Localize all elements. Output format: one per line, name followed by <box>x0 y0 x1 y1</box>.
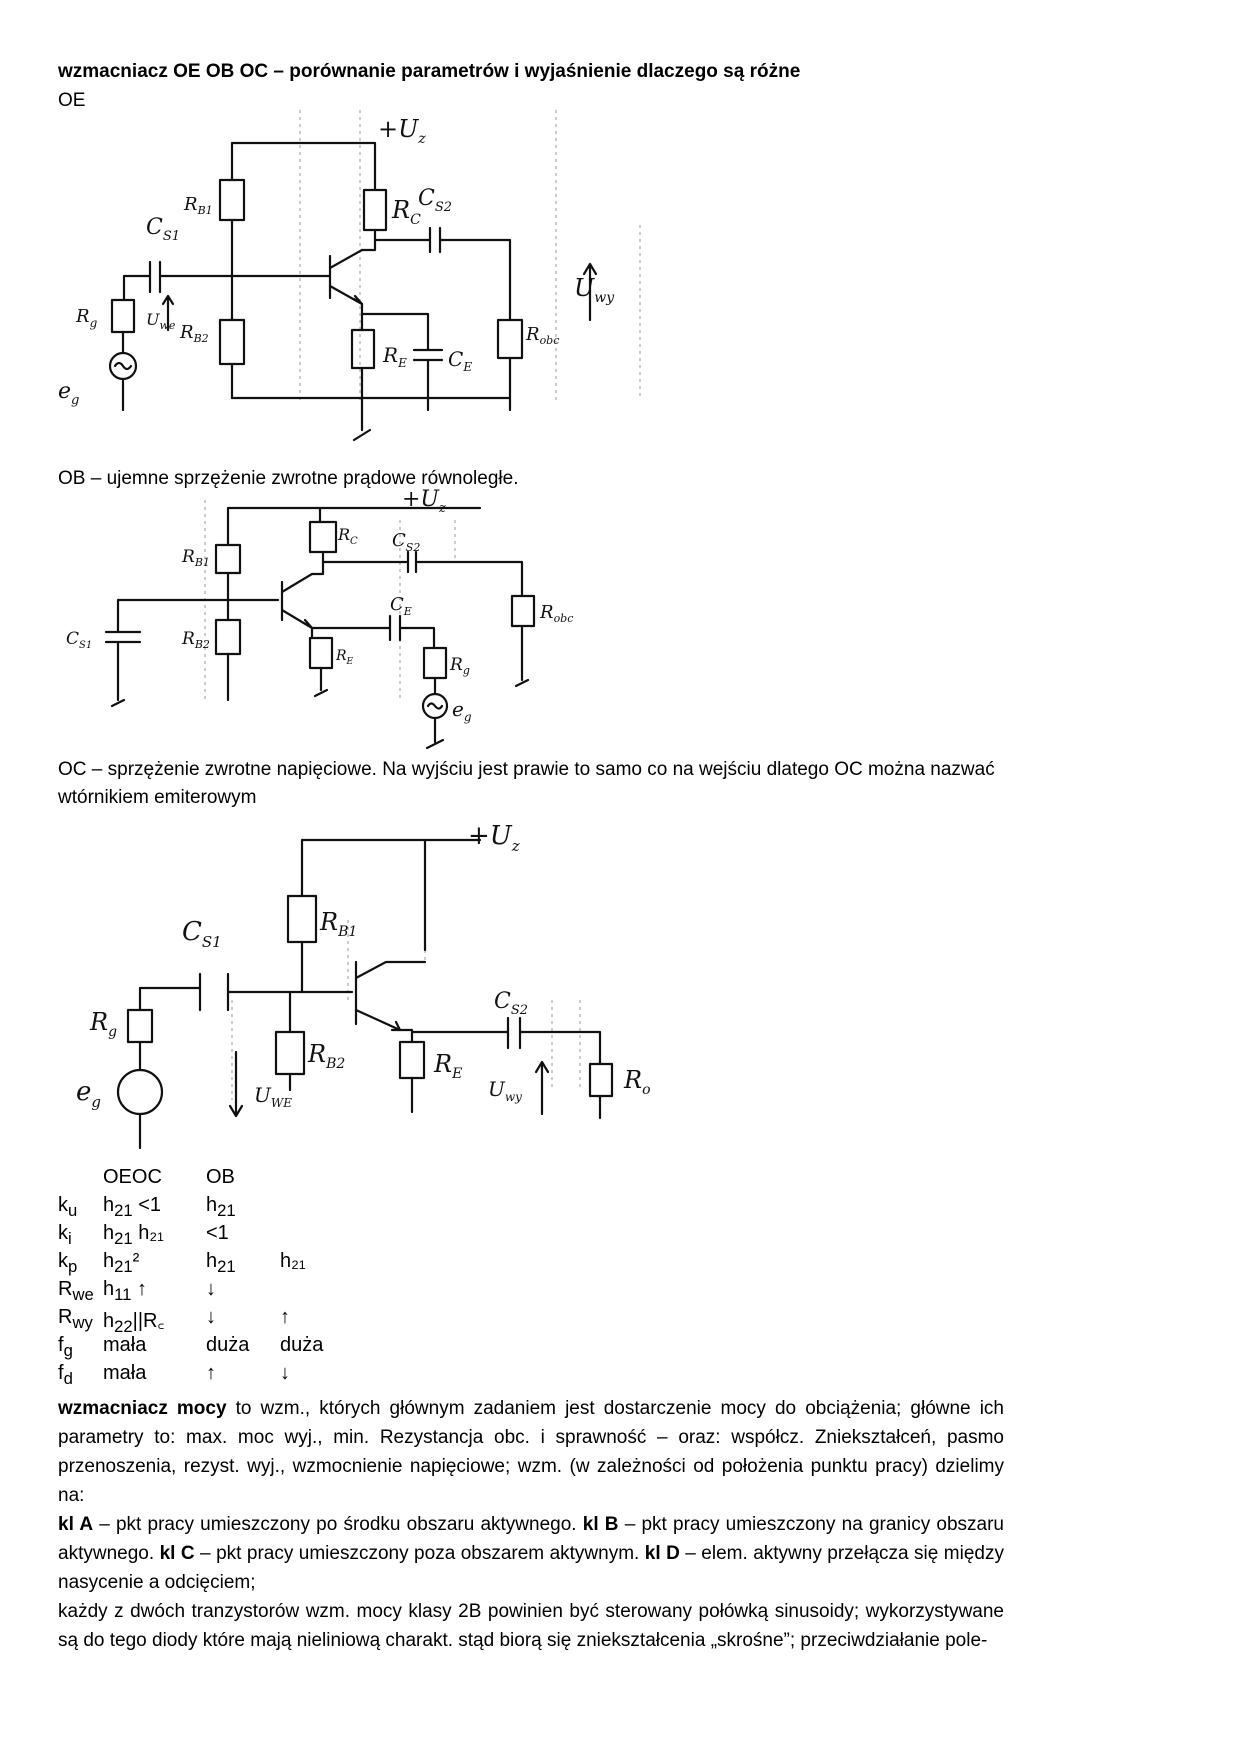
oc-rg-label: $R_g$ <box>90 1008 118 1040</box>
page-title: wzmacniacz OE OB OC – porównanie parametrów i wyjaśnienie dlaczego są różne <box>58 61 801 82</box>
oe-cs1-label: $C_{S1}$ <box>146 215 181 244</box>
oc-cs1-label: $C_{S1}$ <box>182 917 222 951</box>
ob-robc-label: $R_{obc}$ <box>540 602 574 625</box>
header-ob: OB <box>206 1166 235 1188</box>
ob-eg-label: $e_g$ <box>452 697 472 724</box>
oc-re-resistor <box>400 1042 424 1078</box>
ob-ce-label: $C_E$ <box>390 594 412 618</box>
amplifier-classes-paragraph: kl A – pkt pracy umieszczony po środku obszaru aktywnego. kl B – pkt pracy umieszczony na granicy obszaru aktywnego. kl C – pkt pracy umieszczony poza obszarem aktywnym. kl D – elem. aktywny przełącza się między nasycenie a odcięciem; <box>58 1514 1004 1593</box>
ob-rc-label: $R_C$ <box>338 525 358 547</box>
oc-rg-resistor <box>128 1010 152 1042</box>
oe-heading: OE <box>58 90 86 111</box>
ob-rg-label: $R_g$ <box>450 655 470 677</box>
class-b-paragraph: każdy z dwóch tranzystorów wzm. mocy klasy 2B powinien być sterowany połówką sinusoidy; wykorzystywane są do tego diody które mają nieliniową charakt. stąd biorą się zniekształcenia „skrośne”; przeciwdziałanie pole- <box>58 1601 1004 1651</box>
oc-heading-line1: OC – sprzężenie zwrotne napięciowe. Na wyjściu jest prawie to samo co na wejściu dlatego OC można nazwać <box>58 759 995 780</box>
oc-vz-label: $+U_z$ <box>468 821 520 855</box>
oe-re-label: $R_E$ <box>383 343 407 370</box>
oe-rb1-label: $R_{B1}$ <box>184 194 213 217</box>
oe-eg-label: $e_g$ <box>58 379 80 408</box>
oc-rb2-resistor <box>276 1032 304 1074</box>
oe-vz-label: $+U_z$ <box>378 115 426 147</box>
oc-ro-label: $R_o$ <box>624 1066 651 1098</box>
oc-heading-line2: wtórnikiem emiterowym <box>58 787 257 808</box>
oc-cs2-label: $C_{S2}$ <box>494 989 529 1018</box>
ob-rb2-label: $R_{B2}$ <box>182 629 210 651</box>
oe-rc-label: $R_C$ <box>392 196 421 228</box>
ob-cs1-label: $C_{S1}$ <box>66 629 93 651</box>
oc-eg-label: $e_g$ <box>76 1077 101 1111</box>
oc-ro-resistor <box>590 1064 612 1096</box>
power-amplifier-paragraph: wzmacniacz mocy to wzm., których głównym zadaniem jest dostarczenie mocy do obciążenia; główne ich parametry to: max. moc wyj., min. Rezystancja obc. i sprawność – oraz: współcz. Zniekształceń, pasmo przenoszenia, rezyst. wyj., wzmocnienie napięciowe; wzm. (w zależności od położenia punktu pracy) dzielimy na: <box>58 1398 1004 1506</box>
oe-vwy-label: $U_{wy}$ <box>574 274 615 306</box>
ob-heading: OB – ujemne sprzężenie zwrotne prądowe równoległe. <box>58 468 519 489</box>
oc-rb2-label: $R_{B2}$ <box>308 1040 346 1072</box>
ob-vz-label: $+U_z$ <box>402 487 446 516</box>
oe-ce-label: $C_E$ <box>448 347 473 374</box>
oc-re-label: $R_E$ <box>434 1050 463 1082</box>
oe-cs2-label: $C_{S2}$ <box>418 186 453 215</box>
oc-vwy-label: $U_{wy}$ <box>488 1077 522 1104</box>
ob-cs2-label: $C_{S2}$ <box>392 530 421 554</box>
header-oeoc: OEOC <box>103 1166 162 1188</box>
oc-rb1-label: $R_{B1}$ <box>320 908 358 940</box>
oe-vwe-label: $U_{we}$ <box>146 310 176 332</box>
oc-rb1-resistor <box>288 896 316 942</box>
ob-rb1-label: $R_{B1}$ <box>182 547 210 569</box>
oe-rb2-label: $R_{B2}$ <box>180 322 209 345</box>
oe-robc-label: $R_{obc}$ <box>526 324 560 347</box>
oc-eg-source <box>118 1070 162 1114</box>
oc-vwe-label: $U_{WE}$ <box>254 1083 292 1110</box>
ob-re-label: $R_E$ <box>336 648 354 667</box>
oe-rg-label: $R_g$ <box>76 306 98 330</box>
